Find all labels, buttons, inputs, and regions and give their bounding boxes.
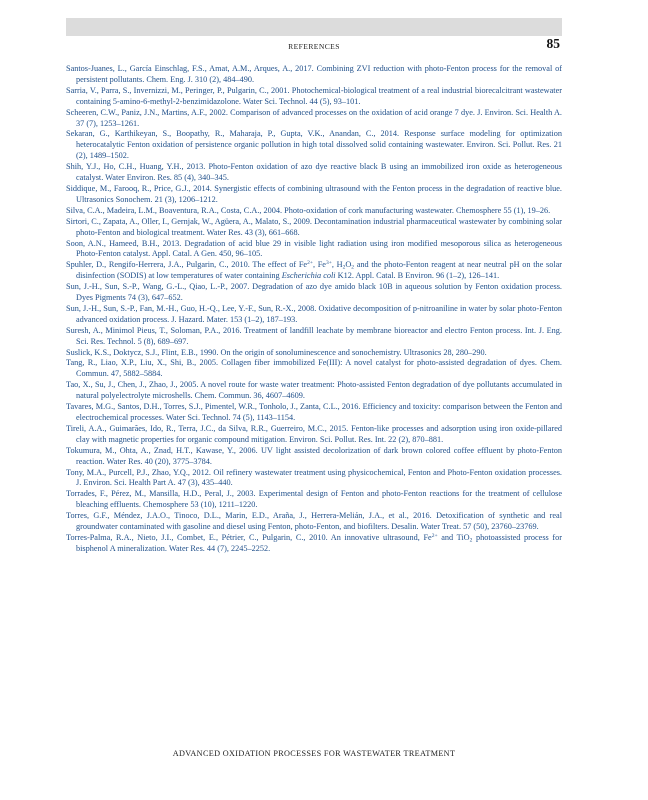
reference-entry: Sirtori, C., Zapata, A., Oller, I., Gernjak, W., Agüera, A., Malato, S., 2009. Decontamination industrial pharmaceutical wastewater by combining solar photo-Fenton and biological treatment. Water Res. 43 (3), 661–668. bbox=[66, 216, 562, 237]
ref-text: and the photo-Fenton reagent at near neutral pH on the solar disinfection (SODIS) at low temperatures of water containing bbox=[76, 260, 563, 281]
subscript: 2 bbox=[351, 264, 355, 271]
superscript: 3+ bbox=[325, 260, 332, 267]
reference-entry: Siddique, M., Farooq, R., Price, G.J., 2014. Synergistic effects of combining ultrasound with the Fenton process in the degradation of reactive blue. Ultrasonics Sonochem. 21 (3), 1206–1212. bbox=[66, 183, 562, 204]
reference-entry: Scheeren, C.W., Paniz, J.N., Martins, A.F., 2002. Comparison of advanced processes on the oxidation of acid orange 7 dye. J. Environ. Sci. Health A. 37 (7), 1253–1261. bbox=[66, 107, 562, 128]
species-name: Escherichia coli bbox=[281, 271, 336, 281]
reference-entry: Suresh, A., Minimol Pieus, T., Soloman, P.A., 2016. Treatment of landfill leachate by membrane bioreactor and electro Fenton process. Int. J. Eng. Sci. Res. Technol. 5 (8), 689–697. bbox=[66, 325, 562, 346]
reference-entry: Tony, M.A., Purcell, P.J., Zhao, Y.Q., 2012. Oil refinery wastewater treatment using physicochemical, Fenton and Photo-Fenton oxidation processes. J. Environ. Sci. Health Part A. 47 (3), 435–440. bbox=[66, 467, 562, 488]
ref-text: Torres-Palma, R.A., Nieto, J.I., Combet, E., Pétrier, C., Pulgarin, C., 2010. An innovative ultrasound, Fe bbox=[66, 532, 432, 542]
reference-entry: Sun, J.-H., Sun, S.-P., Wang, G.-L., Qiao, L.-P., 2007. Degradation of azo dye amido black 10B in aqueous solution by Fenton oxidation process. Dyes Pigments 74 (3), 647–652. bbox=[66, 282, 562, 303]
reference-entry: Sarria, V., Parra, S., Invernizzi, M., Peringer, P., Pulgarin, C., 2001. Photochemical-biological treatment of a real industrial biorecalcitrant wastewater containing 5-amino-6-methyl-2-benzimidazolone. Water Sci. Technol. 44 (5), 93–101. bbox=[66, 85, 562, 106]
ref-text: , H bbox=[331, 260, 343, 270]
reference-entry: Sekaran, G., Karthikeyan, S., Boopathy, R., Maharaja, P., Gupta, V.K., Anandan, C., 2014. Response surface modeling for optimization heterocatalytic Fenton oxidation of persistence organic pollution in high total dissolved solid containing wastewater. Environ. Sci. Pollut. Res. 21 (2), 1489–1502. bbox=[66, 129, 562, 161]
reference-entry: Shih, Y.J., Ho, C.H., Huang, Y.H., 2013. Photo-Fenton oxidation of azo dye reactive black B using an immobilized iron oxide as heterogeneous catalyst. Water Environ. Res. 85 (4), 340–345. bbox=[66, 162, 562, 183]
header-bar bbox=[66, 18, 562, 36]
reference-entry: Tao, X., Su, J., Chen, J., Zhao, J., 2005. A novel route for waste water treatment: Photo-assisted Fenton degradation of dye pollutants accumulated in natural polyelectrolyte microshells. Chem. Commun. 36, 4607–4609. bbox=[66, 380, 562, 401]
subscript: 2 bbox=[342, 264, 346, 271]
reference-entry: Sun, J.-H., Sun, S.-P., Fan, M.-H., Guo, H.-Q., Lee, Y.-F., Sun, R.-X., 2008. Oxidative decomposition of p-nitroaniline in water by solar photo-Fenton advanced oxidation process. J. Hazard. Mater. 153 (1–2), 187–193. bbox=[66, 303, 562, 324]
reference-entry: Tireli, A.A., Guimarães, Ido, R., Terra, J.C., da Silva, R.R., Guerreiro, M.C., 2015. Fenton-like processes and adsorption using iron oxide-pillared clay with magnetic properties for organic compound mitigation. Environ. Sci. Pollut. Res. Int. 22 (2), 870–881. bbox=[66, 423, 562, 444]
superscript: 2+ bbox=[431, 532, 438, 539]
subscript: 2 bbox=[469, 537, 473, 544]
page-number: 85 bbox=[546, 36, 560, 51]
reference-entry: Soon, A.N., Hameed, B.H., 2013. Degradation of acid blue 29 in visible light radiation using iron modified mesoporous silica as heterogeneous Photo-Fenton catalyst. Appl. Catal. A Gen. 450, 96–105. bbox=[66, 238, 562, 259]
reference-entry bbox=[66, 260, 562, 282]
reference-entry: Silva, C.A., Madeira, L.M., Boaventura, R.A., Costa, C.A., 2004. Photo-oxidation of cork manufacturing wastewater. Chemosphere 55 (1), 19–26. bbox=[66, 205, 551, 215]
reference-entry: Torres, G.F., Méndez, J.A.O., Tinoco, D.L., Marin, E.D., Araña, J., Herrera-Melián, J.A., et al., 2016. Detoxification of synthetic and real groundwater contaminated with gasoline and diesel using Fenton, photo-Fenton, and biofilters. Desalin. Water Treat. 57 (50), 23760–23769. bbox=[66, 511, 562, 532]
reference-entry: Santos-Juanes, L., García Einschlag, F.S., Amat, A.M., Arques, A., 2017. Combining ZVI reduction with photo-Fenton process for the removal of persistent pollutants. Chem. Eng. J. 310 (2), 484–490. bbox=[66, 64, 562, 84]
ref-text: photoassisted process for bisphenol A mineralization. Water Res. 44 (7), 2245–2252. bbox=[76, 532, 562, 553]
ref-text: and TiO bbox=[437, 532, 470, 542]
reference-entry bbox=[66, 533, 562, 555]
page-header bbox=[66, 36, 562, 58]
ref-text: , Fe bbox=[312, 260, 326, 270]
ref-text: O bbox=[345, 260, 352, 270]
page-footer: ADVANCED OXIDATION PROCESSES FOR WASTEWATER TREATMENT bbox=[172, 749, 456, 758]
running-head: REFERENCES bbox=[288, 42, 340, 51]
reference-list bbox=[66, 64, 562, 555]
reference-entry: Tavares, M.G., Santos, D.H., Torres, S.J., Pimentel, W.R., Tonholo, J., Zanta, C.L., 2016. Efficiency and toxicity: comparison between the Fenton and electrochemical processes. Water Sci. Technol. 74 (5), 1143–1154. bbox=[66, 402, 562, 422]
reference-entry: Suslick, K.S., Doktycz, S.J., Flint, E.B., 1990. On the origin of sonoluminescence and sonochemistry. Ultrasonics 28, 280–290. bbox=[66, 347, 487, 357]
ref-text: K12. Appl. Catal. B Environ. 96 (1–2), 126–141. bbox=[335, 271, 500, 281]
ref-text: Spuhler, D., Rengifo-Herrera, J.A., Pulgarin, C., 2010. The effect of Fe bbox=[66, 260, 308, 270]
reference-entry: Tokumura, M., Ohta, A., Znad, H.T., Kawase, Y., 2006. UV light assisted decolorization of dark brown colored coffee effluent by photo-Fenton reaction. Water Res. 40 (20), 3775–3784. bbox=[66, 445, 562, 466]
reference-entry: Tang, R., Liao, X.P., Liu, X., Shi, B., 2005. Collagen fiber immobilized Fe(III): A novel catalyst for photo-assisted degradation of dyes. Chem. Commun. 47, 5882–5884. bbox=[66, 358, 562, 379]
superscript: 2+ bbox=[307, 260, 313, 267]
reference-entry: Torrades, F., Pérez, M., Mansilla, H.D., Peral, J., 2003. Experimental design of Fenton and photo-Fenton reactions for the treatment of cellulose bleaching effluents. Chemosphere 53 (10), 1211–1220. bbox=[66, 489, 562, 510]
